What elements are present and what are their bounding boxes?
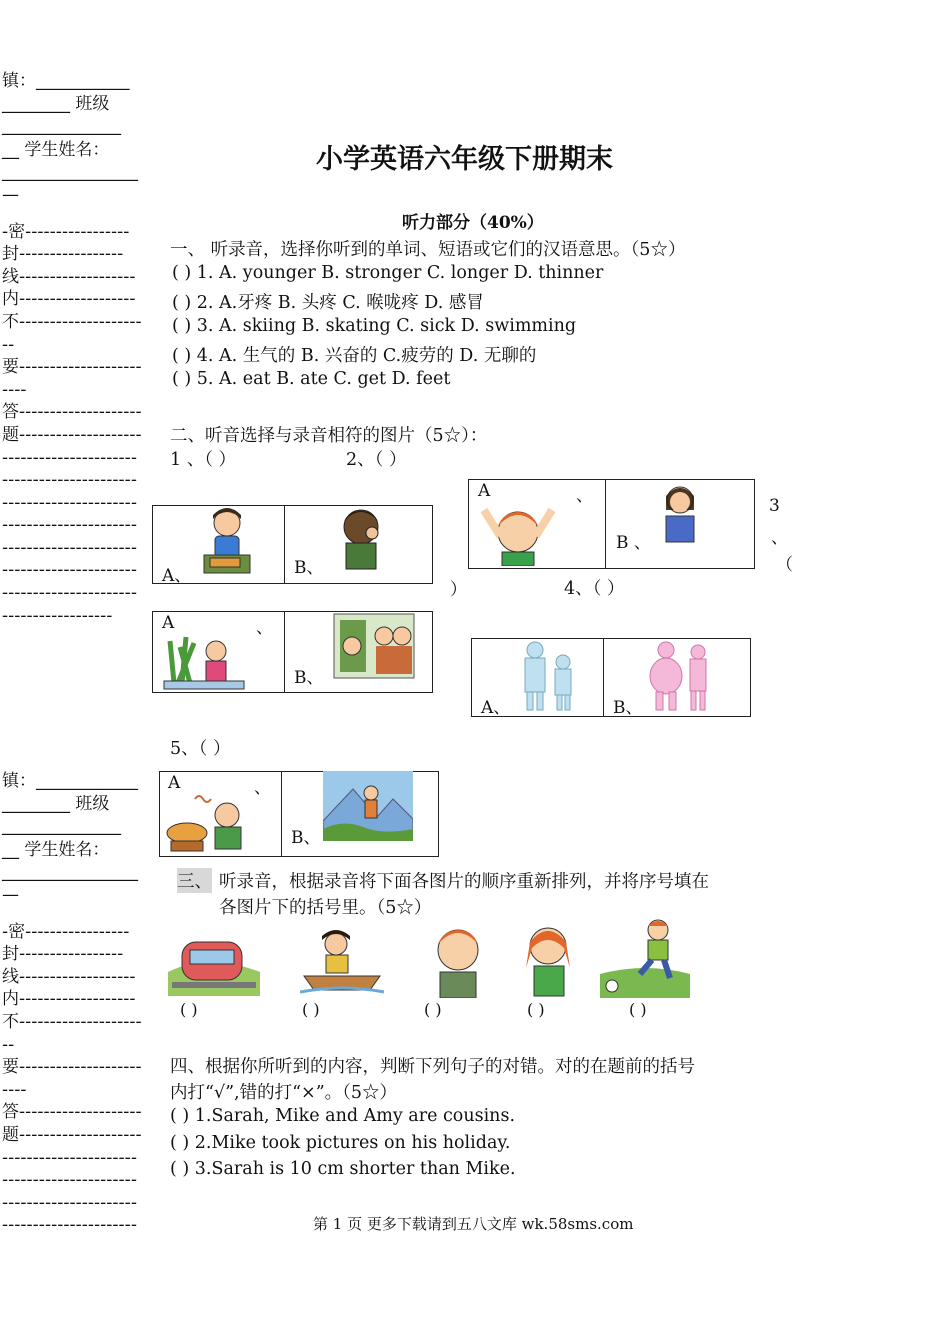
answer-blank: ( )	[302, 1000, 320, 1019]
binding-margin-bottom	[2, 770, 142, 1237]
seal-line: ----------------------	[2, 447, 137, 468]
town-field: 镇：___________	[2, 71, 130, 91]
seal-line: ----------------------	[2, 1215, 137, 1236]
option-a-label: A	[168, 773, 181, 793]
seal-line: 封-----------------	[2, 944, 124, 965]
boy-toothache-illustration	[332, 505, 390, 571]
seal-line: 不--------------------	[2, 1011, 142, 1032]
option-b-label: B 、	[616, 533, 651, 553]
seal-line: ----	[2, 1079, 27, 1100]
town-field: 镇：____________	[2, 771, 138, 791]
section-subtitle: 听力部分（40%）	[402, 213, 544, 233]
seal-line: 要--------------------	[2, 1057, 142, 1078]
boy-eating-hotpot-illustration	[165, 793, 249, 855]
question-number: 1 、（ ）	[170, 450, 237, 470]
train-illustration	[168, 932, 260, 996]
divider	[603, 638, 604, 716]
seal-line: -密-----------------	[2, 221, 130, 242]
boy-hiking-illustration	[323, 771, 413, 841]
question-item: ( ) 4. A. 生气的 B. 兴奋的 C.疲劳的 D. 无聊的	[172, 346, 537, 366]
family-at-window-illustration	[332, 612, 416, 680]
option-b-label: B、	[613, 698, 643, 718]
comma-label: 、	[254, 778, 271, 798]
seal-line: --	[2, 334, 15, 355]
divider	[284, 611, 285, 692]
question-number: 3	[769, 496, 780, 516]
section3-heading: 各图片下的括号里。（5☆）	[219, 898, 432, 918]
option-a-label: A、	[481, 698, 511, 718]
answer-blank: ( )	[629, 1000, 647, 1019]
seal-line: ----	[2, 379, 27, 400]
seal-line: 题--------------------	[2, 1124, 142, 1145]
seal-line: ----------------------	[2, 537, 137, 558]
question-number: 、	[771, 528, 788, 548]
answer-blank: ( )	[180, 1000, 198, 1019]
paren-close: ）	[450, 580, 467, 600]
seal-line: 内-------------------	[2, 289, 136, 310]
underline: ________________	[2, 862, 138, 883]
question-number: 2、（ ）	[346, 450, 407, 470]
option-a-label: A、	[162, 566, 192, 586]
seal-line: -密-----------------	[2, 921, 130, 942]
divider	[284, 505, 285, 583]
student-name-field: __ 学生姓名：	[2, 139, 110, 160]
seal-line: 线-------------------	[2, 966, 136, 987]
seal-line: ----------------------	[2, 583, 137, 604]
option-b-label: B、	[294, 558, 324, 578]
seal-line: ----------------------	[2, 492, 137, 513]
question-item: ( ) 3. A. skiing B. skating C. sick D. swimming	[172, 316, 577, 336]
seal-line: ------------------	[2, 605, 113, 626]
seal-line: 封-----------------	[2, 244, 124, 265]
girl-sitting-illustration	[196, 505, 258, 579]
option-b-label: B、	[291, 828, 321, 848]
section1-heading: 一、 听录音，选择你听到的单词、短语或它们的汉语意思。（5☆）	[170, 240, 686, 260]
divider	[281, 771, 282, 856]
comma-label: 、	[256, 618, 273, 638]
statement-item: ( ) 3.Sarah is 10 cm shorter than Mike.	[170, 1159, 516, 1179]
section3-number: 三、	[177, 868, 212, 893]
question-item: ( ) 1. A. younger B. stronger C. longer D. thinner	[172, 263, 604, 283]
seal-line: 答--------------------	[2, 1102, 142, 1123]
underline: —	[2, 884, 19, 905]
seal-line: 题--------------------	[2, 424, 142, 445]
seal-line: ----------------------	[2, 515, 137, 536]
option-b-label: B、	[294, 668, 324, 688]
option-a-label: A	[162, 613, 175, 633]
question-number: （	[776, 555, 793, 575]
section4-heading: 四、根据你所听到的内容，判断下列句子的对错。对的在题前的括号	[170, 1057, 695, 1077]
q1-picture-box	[152, 505, 433, 584]
underline: ______________	[2, 116, 121, 137]
underline: ______________	[2, 816, 121, 837]
section2-heading: 二、听音选择与录音相符的图片（5☆）：	[170, 426, 488, 446]
page-title: 小学英语六年级下册期末	[316, 144, 613, 175]
class-field: ________ 班级	[2, 793, 110, 814]
question-item: ( ) 5. A. eat B. ate C. get D. feet	[172, 369, 451, 389]
girl-headache-illustration	[654, 480, 706, 546]
comma-label: 、	[576, 486, 593, 506]
seal-line: 内-------------------	[2, 989, 136, 1010]
page-footer: 第 1 页 更多下载请到五八文库 wk.58sms.com	[313, 1215, 634, 1233]
seal-line: 答--------------------	[2, 402, 142, 423]
binding-margin-top	[2, 70, 142, 627]
question-number: 5、（ ）	[170, 739, 231, 759]
divider	[605, 479, 606, 568]
boy-sad-illustration	[424, 922, 492, 998]
question-item: ( ) 2. A.牙疼 B. 头疼 C. 喉咙疼 D. 感冒	[172, 293, 484, 313]
seal-line: --	[2, 1034, 15, 1055]
question-number: 4、（ ）	[564, 579, 625, 599]
answer-blank: ( )	[424, 1000, 442, 1019]
tall-short-figures-blue-illustration	[515, 638, 581, 712]
girl-rowing-boat-illustration	[300, 928, 384, 996]
seal-line: ----------------------	[2, 1192, 137, 1213]
student-name-field: __ 学生姓名：	[2, 839, 110, 860]
seal-line: 线-------------------	[2, 266, 136, 287]
seal-line: ----------------------	[2, 1147, 137, 1168]
section4-heading: 内打“√”,错的打“×”。（5☆）	[170, 1083, 398, 1103]
answer-blank: ( )	[527, 1000, 545, 1019]
statement-item: ( ) 1.Sarah, Mike and Amy are cousins.	[170, 1106, 516, 1126]
thin-heavy-figures-pink-illustration	[644, 638, 718, 712]
underline: —	[2, 184, 19, 205]
seal-line: ----------------------	[2, 470, 137, 491]
class-field: ________ 班级	[2, 93, 110, 114]
girl-crying-illustration	[518, 918, 580, 998]
boy-playing-football-illustration	[600, 914, 690, 998]
seal-line: ----------------------	[2, 560, 137, 581]
girl-watering-plants-illustration	[160, 633, 248, 691]
underline: ________________	[2, 162, 138, 183]
seal-line: 要--------------------	[2, 357, 142, 378]
option-a-label: A	[478, 481, 491, 501]
boy-excited-illustration	[476, 500, 560, 566]
statement-item: ( ) 2.Mike took pictures on his holiday.	[170, 1133, 511, 1153]
section3-heading: 听录音，根据录音将下面各图片的顺序重新排列，并将序号填在	[219, 872, 709, 892]
seal-line: 不--------------------	[2, 311, 142, 332]
seal-line: ----------------------	[2, 1170, 137, 1191]
